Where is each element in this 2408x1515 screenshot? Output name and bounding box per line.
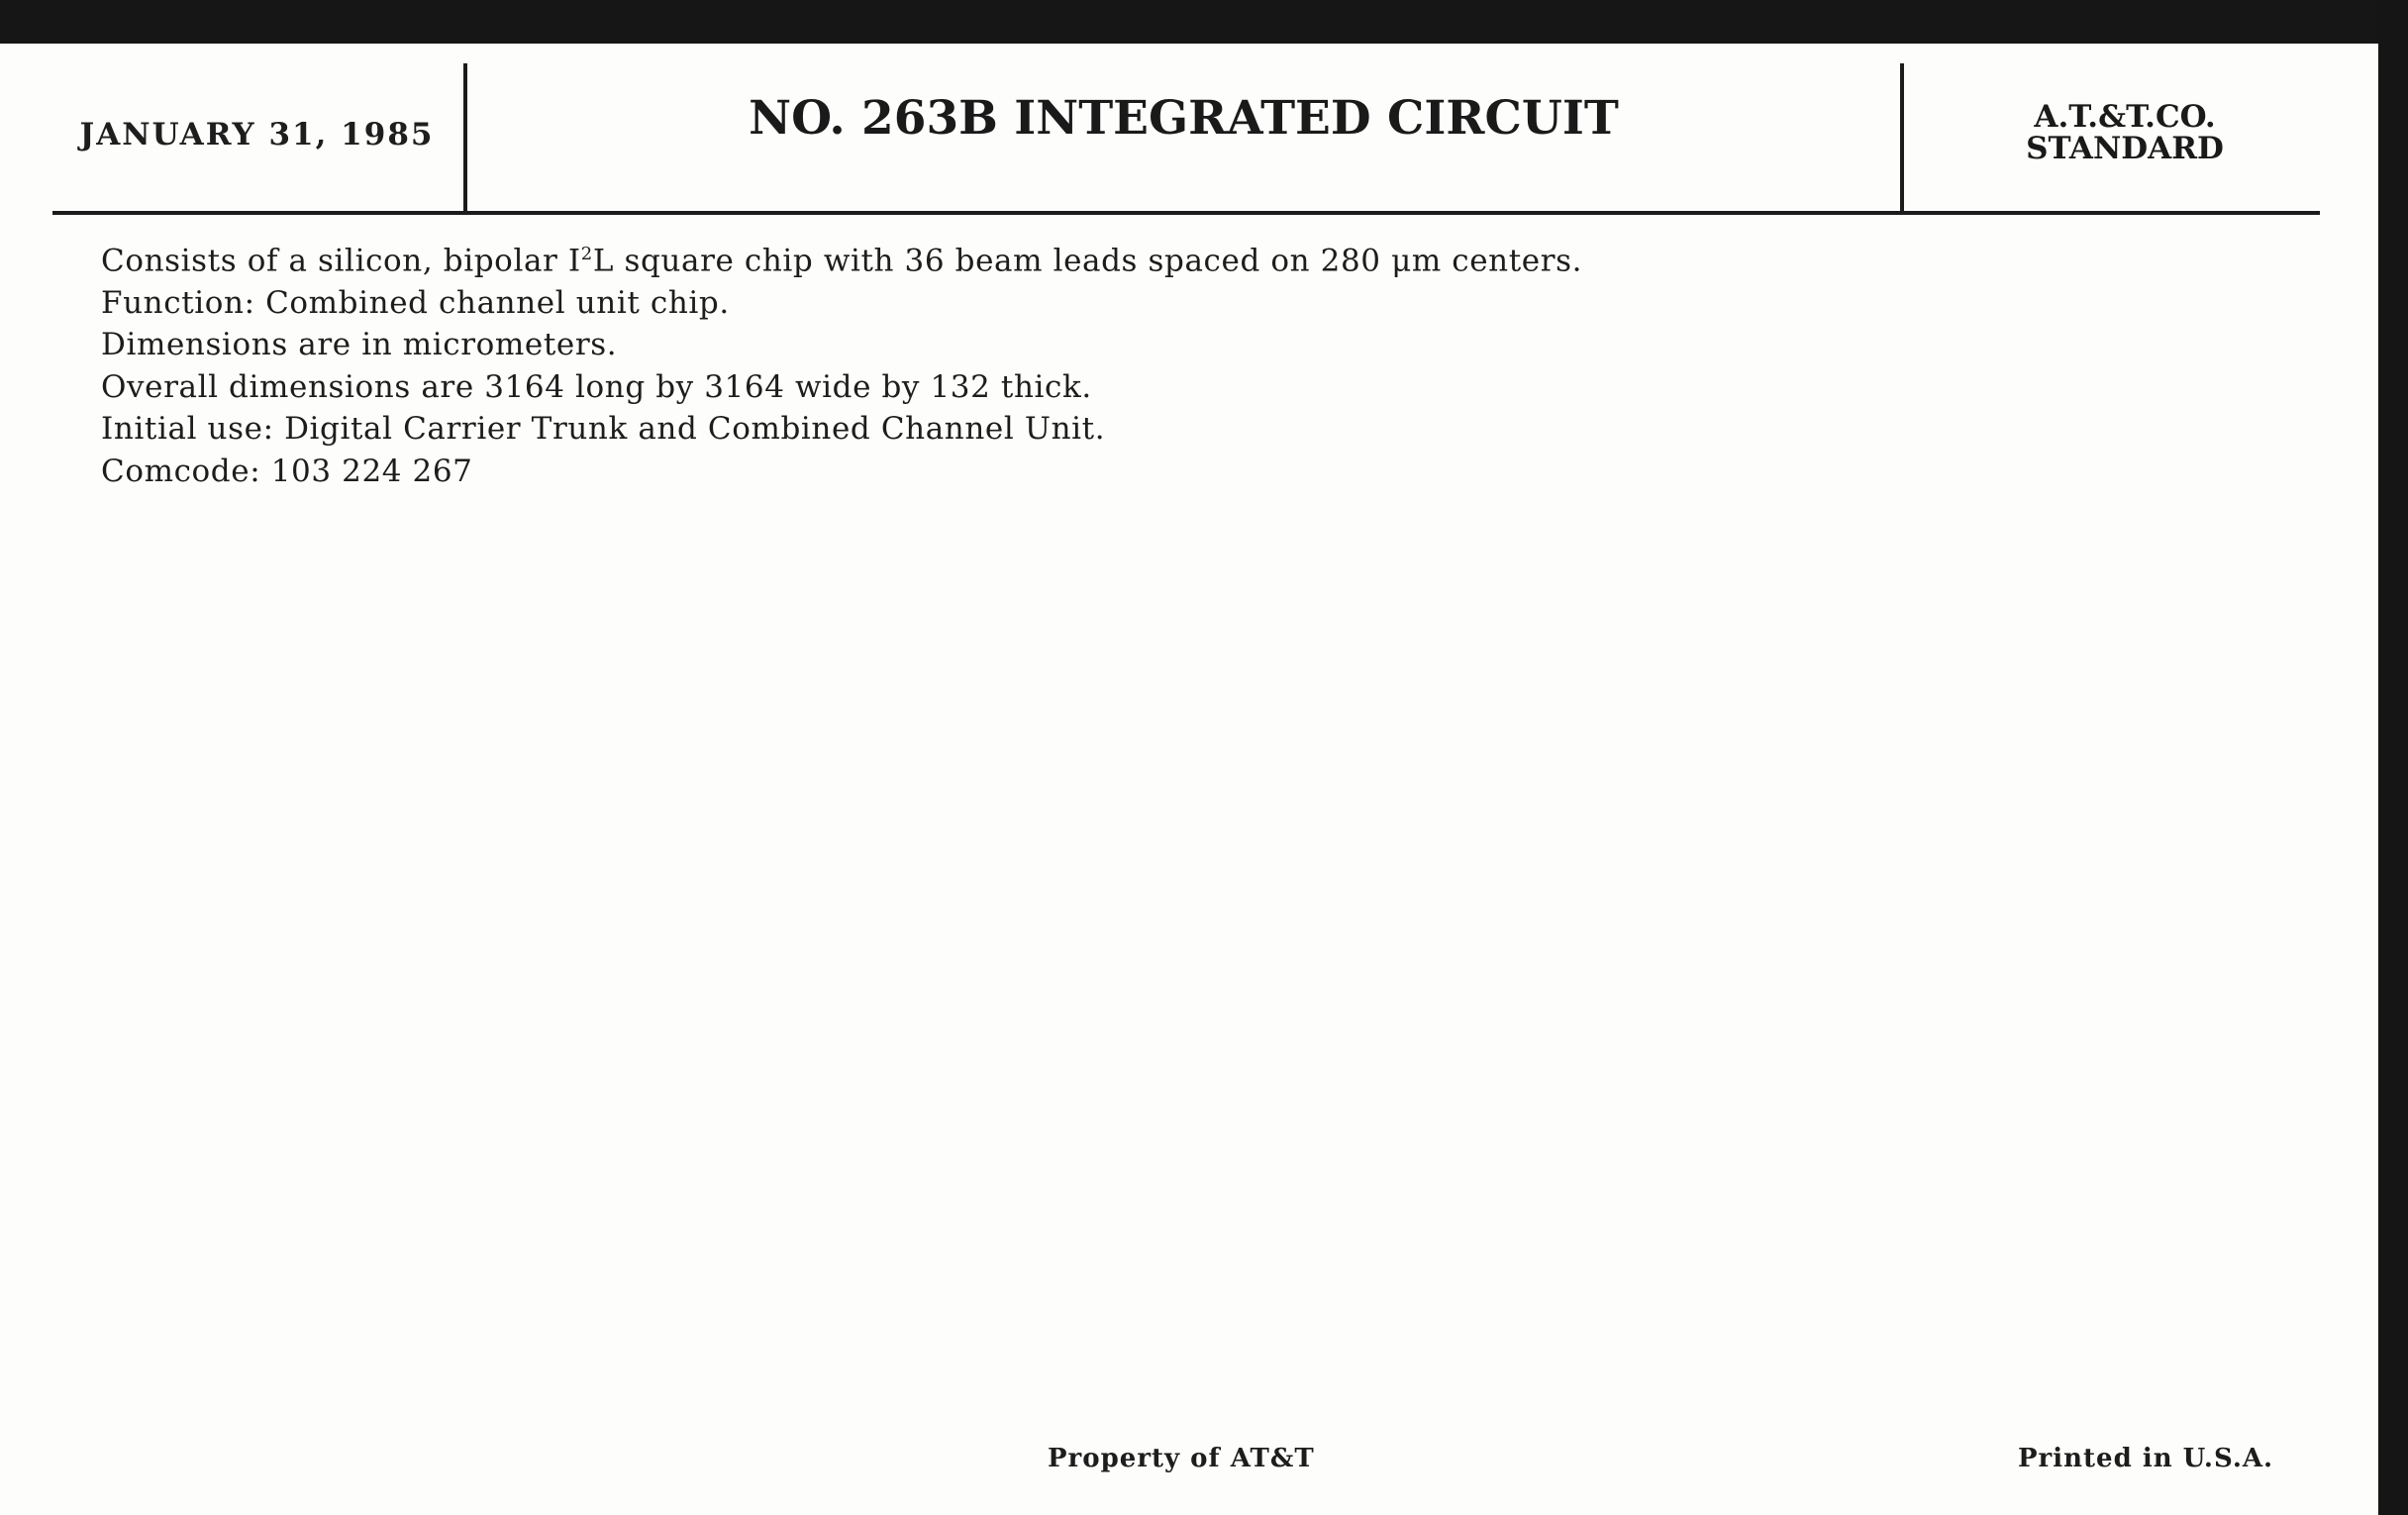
scan-top-border <box>0 0 2408 46</box>
standard-label-line2: STANDARD <box>2026 131 2224 166</box>
scan-right-border <box>2376 0 2408 1515</box>
description-line-2: Function: Combined channel unit chip. <box>101 284 730 321</box>
standard-label <box>1904 101 2346 164</box>
description-line-5: Initial use: Digital Carrier Trunk and Combined Channel Unit. <box>101 411 1106 448</box>
description-line-1 <box>101 234 1582 282</box>
footer-property: Property of AT&T <box>1048 1444 1315 1473</box>
line1-suffix: L square chip with 36 beam leads spaced on 280 μm centers. <box>592 243 1583 279</box>
line1-prefix: Consists of a silicon, bipolar I <box>101 243 581 279</box>
document-title: NO. 263B INTEGRATED CIRCUIT <box>749 91 1619 146</box>
header-rule <box>52 211 2320 215</box>
description-line-6: Comcode: 103 224 267 <box>101 453 473 489</box>
description-line-4: Overall dimensions are 3164 long by 3164 wide by 132 thick. <box>101 368 1092 405</box>
description-block <box>101 234 1582 492</box>
description-line-3: Dimensions are in micrometers. <box>101 327 618 363</box>
line1-superscript: 2 <box>580 244 593 264</box>
standard-label-line1: A.T.&T.CO. <box>2034 99 2216 135</box>
issue-date: JANUARY 31, 1985 <box>79 117 435 152</box>
footer-printed: Printed in U.S.A. <box>2018 1444 2274 1473</box>
